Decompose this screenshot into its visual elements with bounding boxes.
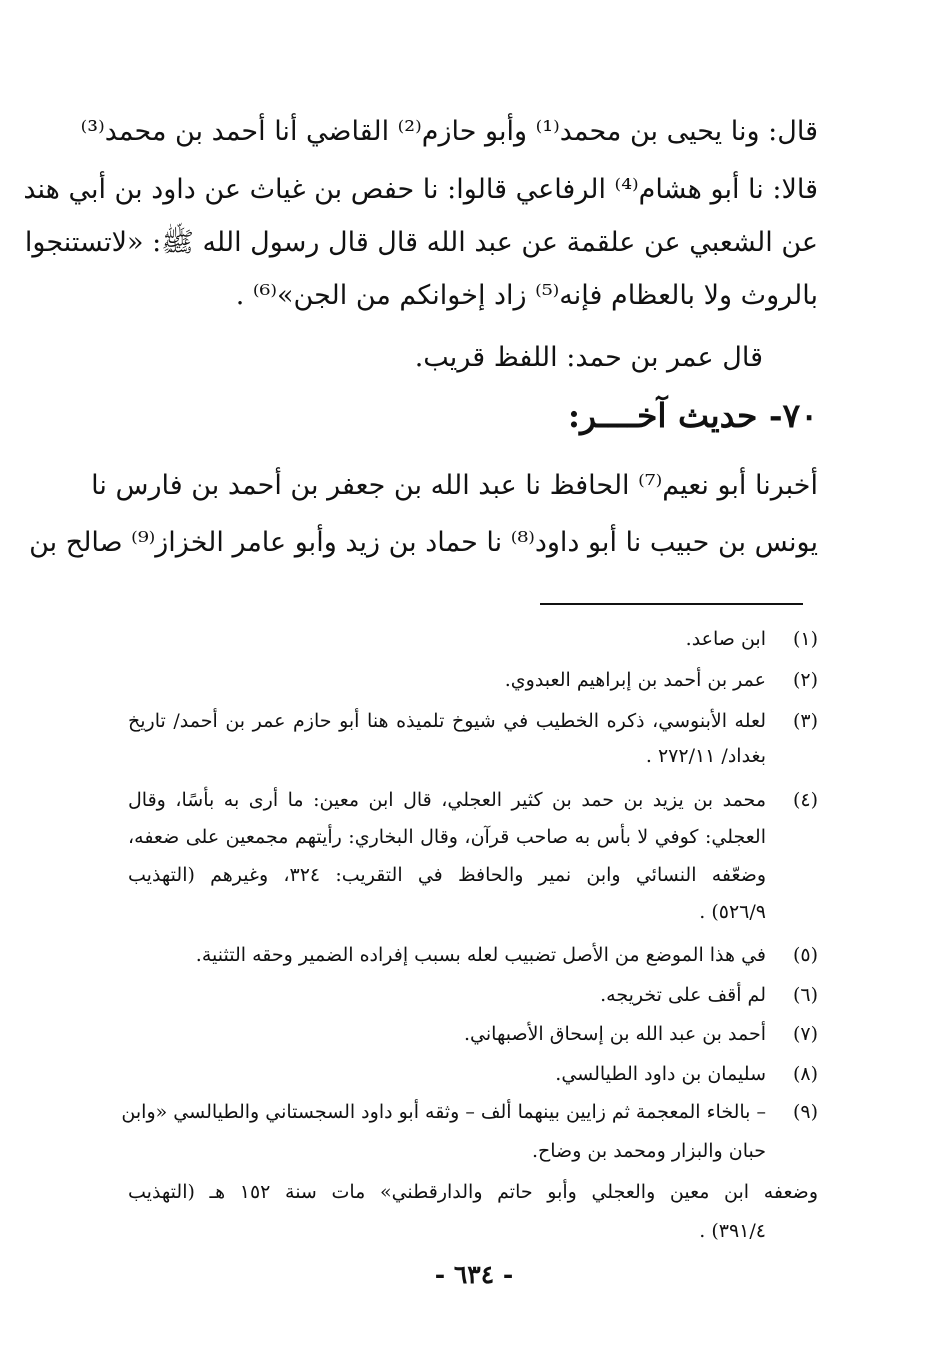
footnote-text: لعله الأبنوسي، ذكره الخطيب في شيوخ تلميذه هنا أبو حازم عمر بن أحمد/ تاريخ [128,710,766,732]
footnote-number: (٩) [792,1101,818,1123]
body-line: قال: ونا يحيى بن محمد⁽¹⁾ وأبو حازم⁽²⁾ القاضي أنا أحمد بن محمد⁽³⁾ [80,116,818,147]
footnote-number: (٢) [792,669,818,691]
footnote-text: لم أقف على تخريجه. [600,984,766,1006]
footnote-text: سليمان بن داود الطيالسي. [555,1063,766,1085]
footnote-text: ابن صاعد. [685,628,766,650]
hadith-line: يونس بن حبيب نا أبو داود⁽⁸⁾ نا حماد بن زيد وأبو عامر الخزاز⁽⁹⁾ صالح بن [29,527,818,558]
footnote-text: بغداد/ ٢٧٢/١١ . [645,745,766,767]
footnote-text: العجلي: كوفي لا بأس به صاحب قرآن، وقال البخاري: رأيتهم مجمعين على ضعفه، [128,826,766,848]
footnote-number: (٦) [792,984,818,1006]
body-line: قالا: نا أبو هشام⁽⁴⁾ الرفاعي قالوا: نا حفص بن غياث عن داود بن أبي هند [23,174,818,205]
footnote-text: ٥٢٦/٩) . [699,901,766,923]
footnote-number: (٥) [792,944,818,966]
footnote-text: وضعفه ابن معين والعجلي وأبو حاتم والدارقطني» مات سنة ١٥٢ هـ (التهذيب [128,1181,818,1203]
footnote-text: محمد بن يزيد بن حمد بن كثير العجلي، قال ابن معين: ما أرى به بأسًا، وقال [128,789,766,811]
footnote-number: (٨) [792,1063,818,1085]
footnote-separator [540,603,803,605]
footnote-text: عمر بن أحمد بن إبراهيم العبدوي. [504,669,766,691]
footnote-number: (١) [792,628,818,650]
footnote-text: ٣٩١/٤) . [699,1220,766,1242]
footnote-number: (٧) [792,1023,818,1045]
hadith-line: أخبرنا أبو نعيم⁽⁷⁾ الحافظ نا عبد الله بن جعفر بن أحمد بن فارس نا [91,470,818,501]
section-heading: ٧٠- حديث آخــــر: [567,396,818,435]
footnote-text: أحمد بن عبد الله بن إسحاق الأصبهاني. [464,1023,766,1045]
footnote-text: حبان والبزار ومحمد بن وضاح. [531,1140,766,1162]
body-line: عن الشعبي عن علقمة عن عبد الله قال قال رسول الله ﷺ: «لاتستنجوا [24,227,818,258]
page-number: - ٦٣٤ - [434,1260,514,1289]
body-line: بالروث ولا بالعظام فإنه⁽⁵⁾ زاد إخوانكم من الجن»⁽⁶⁾ . [235,280,818,311]
footnote-text: في هذا الموضع من الأصل تضبيب لعله بسبب إفراده الضمير وحقه التثنية. [195,944,766,966]
footnote-text: – بالخاء المعجمة ثم زايين بينهما ألف – وثقه أبو داود السجستاني والطيالسي «وابن [121,1101,766,1123]
footnote-number: (٣) [792,710,818,732]
body-line: قال عمر بن حمد: اللفظ قريب. [414,342,763,373]
footnote-number: (٤) [792,789,818,811]
footnote-text: وضعّفه النسائي وابن نمير والحافظ في التقريب: ٣٢٤، وغيرهم (التهذيب [128,864,767,886]
